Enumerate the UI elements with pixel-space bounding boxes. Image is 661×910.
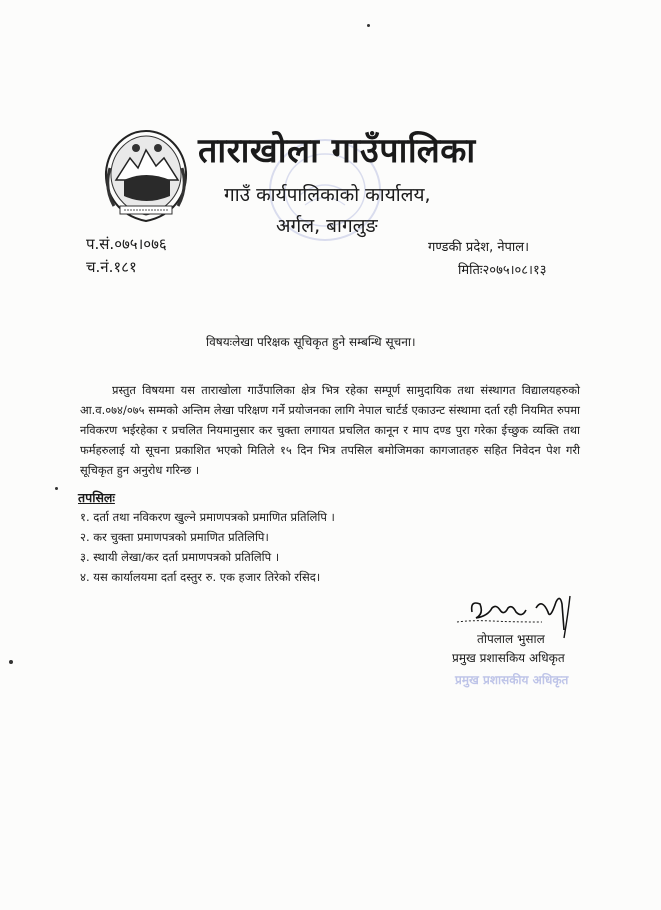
signatory-name: तोपलाल भुसाल (477, 632, 545, 646)
office-stamp-text: प्रमुख प्रशासकीय अधिकृत (455, 673, 569, 687)
list-item: २. कर चुक्ता प्रमाणपत्रको प्रमाणित प्रतिलिपि। (80, 530, 269, 544)
province-address: गण्डकी प्रदेश, नेपाल। (428, 240, 530, 255)
scan-speck (9, 660, 13, 664)
annex-heading: तपसिलः (78, 490, 115, 505)
required-documents-list (80, 507, 335, 587)
signatory-title: प्रमुख प्रशासकिय अधिकृत (452, 651, 565, 665)
subject-line: विषयःलेखा परिक्षक सूचिकृत हुने सम्बन्धि सूचना। (206, 335, 416, 349)
reference-number: प.सं.०७५।०७६ (86, 235, 167, 253)
scan-speck (367, 24, 370, 27)
notice-body: प्रस्तुत विषयमा यस ताराखोला गाउँपालिका क्षेत्र भित्र रहेका सम्पूर्ण सामुदायिक तथा संस्थागत विद्यालयहरुको आ.व.०७४/०७५ सम्मको अन्तिम लेखा परिक्षण गर्ने प्रयोजनका लागि नेपाल चार्टर्ड एकाउन्ट संस्थामा दर्ता रही नियमित रुपमा नविकरण भईरहेका र प्रचलित नियमानुसार कर चुक्ता लगायत प्रचलित कानून र माप दण्ड पुरा गरेका ईच्छुक व्यक्ति तथा फर्महरुलाई यो सूचना प्रकाशित भएको मितिले १५ दिन भित्र तपसिल बमोजिमका कागजातहरु सहित निवेदन पेश गरी सूचिकृत हुन अनुरोध गरिन्छ । (80, 383, 580, 477)
list-item: ४. यस कार्यालयमा दर्ता दस्तुर रु. एक हजार तिरेको रसिद। (80, 570, 321, 584)
scan-speck (55, 487, 58, 490)
list-item: ३. स्थायी लेखा/कर दर्ता प्रमाणपत्रको प्रतिलिपि । (80, 550, 280, 564)
dispatch-number: च.नं.१८१ (86, 258, 137, 276)
municipality-name: ताराखोला गाउँपालिका (198, 131, 476, 171)
office-name: गाउँ कार्यपालिकाको कार्यालय, (224, 184, 431, 206)
office-address: अर्गल, बागलुङ (276, 215, 378, 237)
nepal-emblem-icon (100, 128, 192, 224)
letter-date: मितिः२०७५।०८।१३ (458, 263, 547, 278)
list-item: १. दर्ता तथा नविकरण खुल्ने प्रमाणपत्रको प्रमाणित प्रतिलिपि । (80, 510, 335, 524)
